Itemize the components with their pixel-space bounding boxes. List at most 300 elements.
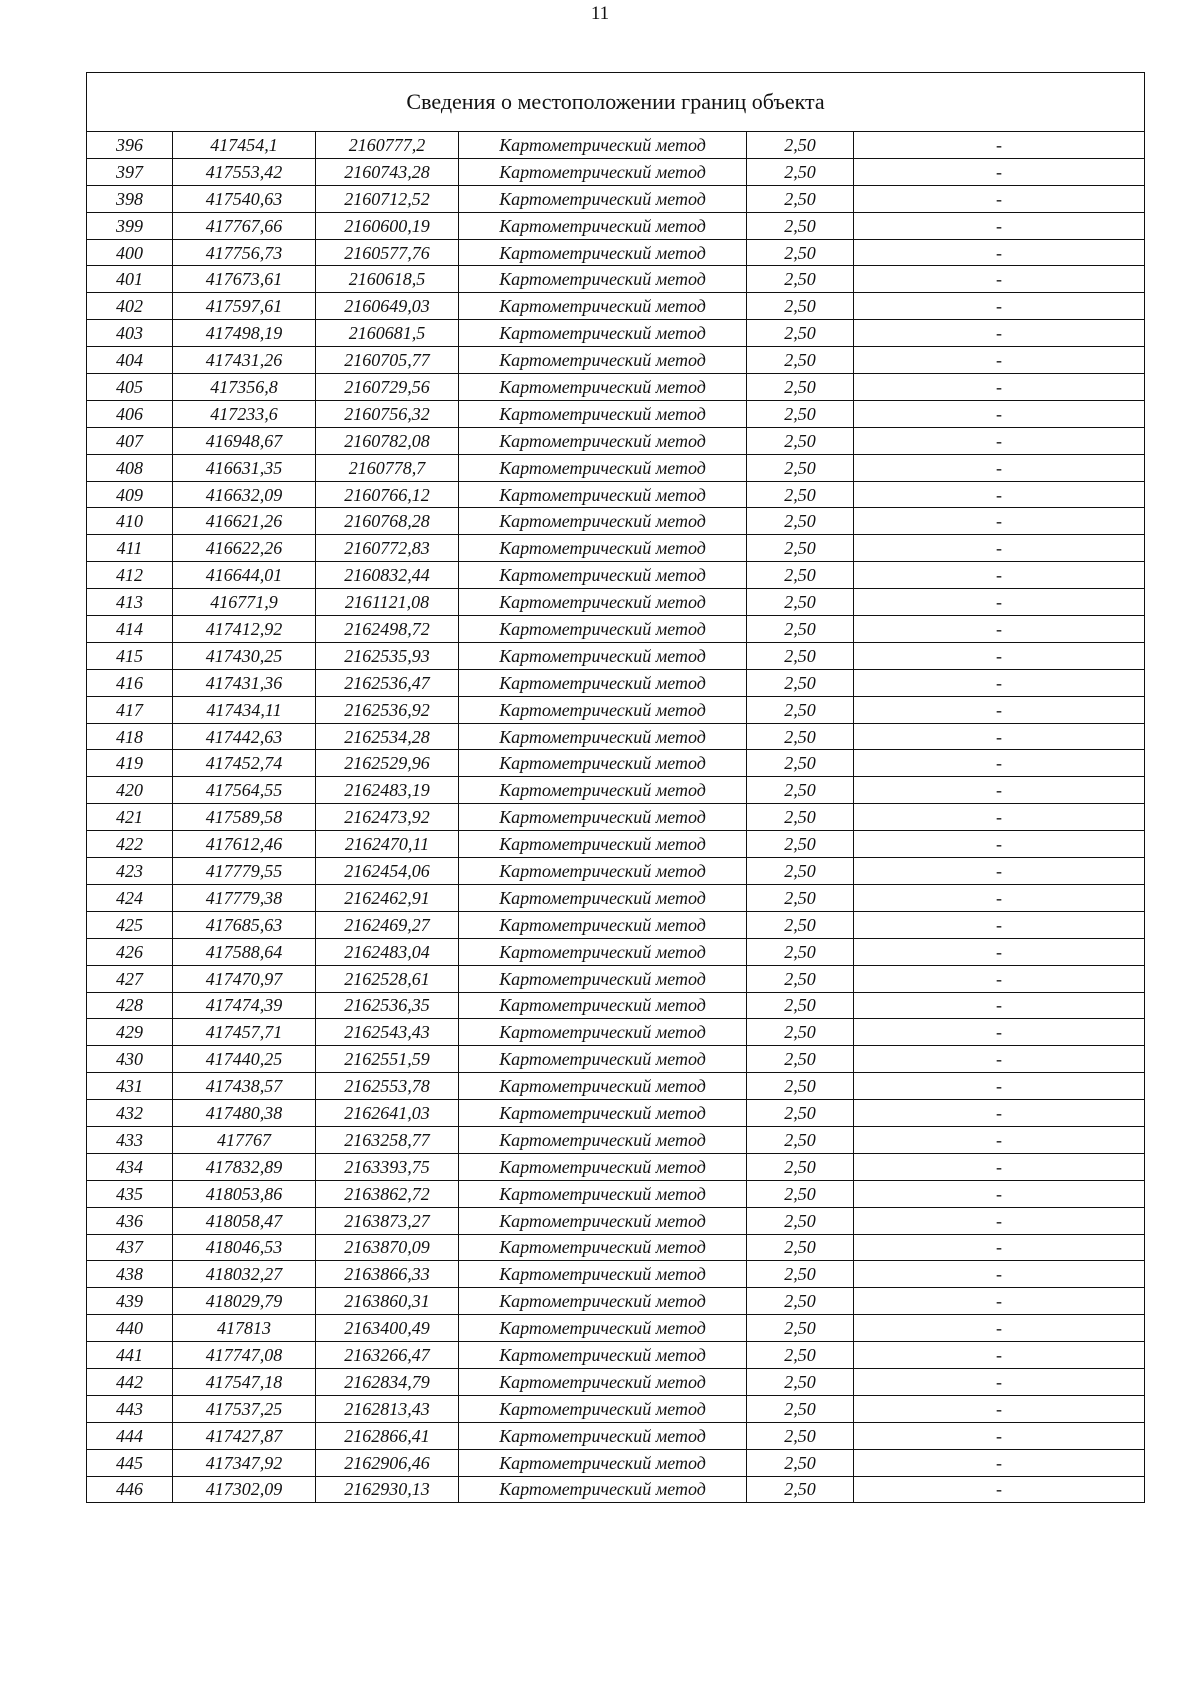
x-coordinate-cell: 417685,63 — [173, 911, 316, 938]
table-row — [87, 320, 1145, 347]
accuracy-cell: 2,50 — [747, 1315, 854, 1342]
y-coordinate-cell: 2163862,72 — [316, 1180, 459, 1207]
note-cell: - — [854, 293, 1145, 320]
table-row — [87, 1100, 1145, 1127]
method-cell: Картометрический метод — [459, 508, 747, 535]
point-number-cell: 407 — [87, 427, 173, 454]
point-number-cell: 402 — [87, 293, 173, 320]
point-number-cell: 399 — [87, 212, 173, 239]
table-row — [87, 723, 1145, 750]
table-body — [87, 132, 1145, 1503]
boundary-table — [86, 72, 1145, 1503]
note-cell: - — [854, 1395, 1145, 1422]
x-coordinate-cell: 417813 — [173, 1315, 316, 1342]
point-number-cell: 420 — [87, 777, 173, 804]
table-row — [87, 1395, 1145, 1422]
y-coordinate-cell: 2160743,28 — [316, 158, 459, 185]
table-row — [87, 992, 1145, 1019]
x-coordinate-cell: 417452,74 — [173, 750, 316, 777]
accuracy-cell: 2,50 — [747, 1449, 854, 1476]
table-row — [87, 1073, 1145, 1100]
method-cell: Картометрический метод — [459, 1342, 747, 1369]
method-cell: Картометрический метод — [459, 1261, 747, 1288]
method-cell: Картометрический метод — [459, 1100, 747, 1127]
table-row — [87, 374, 1145, 401]
point-number-cell: 396 — [87, 132, 173, 159]
table-row — [87, 132, 1145, 159]
y-coordinate-cell: 2162469,27 — [316, 911, 459, 938]
accuracy-cell: 2,50 — [747, 938, 854, 965]
method-cell: Картометрический метод — [459, 1153, 747, 1180]
accuracy-cell: 2,50 — [747, 185, 854, 212]
method-cell: Картометрический метод — [459, 481, 747, 508]
table-row — [87, 750, 1145, 777]
x-coordinate-cell: 418046,53 — [173, 1234, 316, 1261]
point-number-cell: 440 — [87, 1315, 173, 1342]
point-number-cell: 428 — [87, 992, 173, 1019]
note-cell: - — [854, 1449, 1145, 1476]
x-coordinate-cell: 417233,6 — [173, 400, 316, 427]
point-number-cell: 417 — [87, 696, 173, 723]
note-cell: - — [854, 1342, 1145, 1369]
method-cell: Картометрический метод — [459, 320, 747, 347]
table-row — [87, 1153, 1145, 1180]
x-coordinate-cell: 417540,63 — [173, 185, 316, 212]
note-cell: - — [854, 1288, 1145, 1315]
method-cell: Картометрический метод — [459, 374, 747, 401]
note-cell: - — [854, 965, 1145, 992]
accuracy-cell: 2,50 — [747, 508, 854, 535]
method-cell: Картометрический метод — [459, 1073, 747, 1100]
note-cell: - — [854, 1207, 1145, 1234]
accuracy-cell: 2,50 — [747, 481, 854, 508]
method-cell: Картометрический метод — [459, 1234, 747, 1261]
table-row — [87, 454, 1145, 481]
method-cell: Картометрический метод — [459, 992, 747, 1019]
method-cell: Картометрический метод — [459, 400, 747, 427]
accuracy-cell: 2,50 — [747, 777, 854, 804]
y-coordinate-cell: 2160756,32 — [316, 400, 459, 427]
x-coordinate-cell: 417498,19 — [173, 320, 316, 347]
x-coordinate-cell: 418032,27 — [173, 1261, 316, 1288]
point-number-cell: 446 — [87, 1476, 173, 1503]
accuracy-cell: 2,50 — [747, 1100, 854, 1127]
accuracy-cell: 2,50 — [747, 320, 854, 347]
point-number-cell: 401 — [87, 266, 173, 293]
note-cell: - — [854, 911, 1145, 938]
accuracy-cell: 2,50 — [747, 911, 854, 938]
table-row — [87, 1261, 1145, 1288]
y-coordinate-cell: 2162535,93 — [316, 642, 459, 669]
method-cell: Картометрический метод — [459, 669, 747, 696]
accuracy-cell: 2,50 — [747, 374, 854, 401]
y-coordinate-cell: 2160577,76 — [316, 239, 459, 266]
x-coordinate-cell: 417588,64 — [173, 938, 316, 965]
method-cell: Картометрический метод — [459, 858, 747, 885]
accuracy-cell: 2,50 — [747, 293, 854, 320]
point-number-cell: 433 — [87, 1126, 173, 1153]
point-number-cell: 444 — [87, 1422, 173, 1449]
method-cell: Картометрический метод — [459, 642, 747, 669]
y-coordinate-cell: 2162534,28 — [316, 723, 459, 750]
accuracy-cell: 2,50 — [747, 1073, 854, 1100]
note-cell: - — [854, 1019, 1145, 1046]
table-row — [87, 938, 1145, 965]
method-cell: Картометрический метод — [459, 239, 747, 266]
table-row — [87, 347, 1145, 374]
y-coordinate-cell: 2162536,35 — [316, 992, 459, 1019]
accuracy-cell: 2,50 — [747, 884, 854, 911]
x-coordinate-cell: 416631,35 — [173, 454, 316, 481]
y-coordinate-cell: 2163870,09 — [316, 1234, 459, 1261]
note-cell: - — [854, 239, 1145, 266]
note-cell: - — [854, 132, 1145, 159]
point-number-cell: 406 — [87, 400, 173, 427]
x-coordinate-cell: 417412,92 — [173, 616, 316, 643]
table-row — [87, 266, 1145, 293]
point-number-cell: 425 — [87, 911, 173, 938]
point-number-cell: 422 — [87, 831, 173, 858]
table-row — [87, 589, 1145, 616]
note-cell: - — [854, 1476, 1145, 1503]
x-coordinate-cell: 417589,58 — [173, 804, 316, 831]
note-cell: - — [854, 669, 1145, 696]
table-row — [87, 911, 1145, 938]
note-cell: - — [854, 1261, 1145, 1288]
note-cell: - — [854, 696, 1145, 723]
accuracy-cell: 2,50 — [747, 1207, 854, 1234]
y-coordinate-cell: 2162551,59 — [316, 1046, 459, 1073]
y-coordinate-cell: 2162483,19 — [316, 777, 459, 804]
method-cell: Картометрический метод — [459, 212, 747, 239]
accuracy-cell: 2,50 — [747, 1046, 854, 1073]
accuracy-cell: 2,50 — [747, 1395, 854, 1422]
point-number-cell: 426 — [87, 938, 173, 965]
y-coordinate-cell: 2162536,47 — [316, 669, 459, 696]
x-coordinate-cell: 416771,9 — [173, 589, 316, 616]
point-number-cell: 408 — [87, 454, 173, 481]
x-coordinate-cell: 416644,01 — [173, 562, 316, 589]
accuracy-cell: 2,50 — [747, 427, 854, 454]
note-cell: - — [854, 938, 1145, 965]
point-number-cell: 412 — [87, 562, 173, 589]
x-coordinate-cell: 417474,39 — [173, 992, 316, 1019]
x-coordinate-cell: 417442,63 — [173, 723, 316, 750]
x-coordinate-cell: 417438,57 — [173, 1073, 316, 1100]
method-cell: Картометрический метод — [459, 293, 747, 320]
note-cell: - — [854, 562, 1145, 589]
accuracy-cell: 2,50 — [747, 132, 854, 159]
x-coordinate-cell: 417470,97 — [173, 965, 316, 992]
y-coordinate-cell: 2163860,31 — [316, 1288, 459, 1315]
point-number-cell: 439 — [87, 1288, 173, 1315]
y-coordinate-cell: 2163873,27 — [316, 1207, 459, 1234]
x-coordinate-cell: 417302,09 — [173, 1476, 316, 1503]
accuracy-cell: 2,50 — [747, 669, 854, 696]
x-coordinate-cell: 418053,86 — [173, 1180, 316, 1207]
accuracy-cell: 2,50 — [747, 1261, 854, 1288]
y-coordinate-cell: 2160832,44 — [316, 562, 459, 589]
y-coordinate-cell: 2163258,77 — [316, 1126, 459, 1153]
table-row — [87, 508, 1145, 535]
x-coordinate-cell: 417564,55 — [173, 777, 316, 804]
y-coordinate-cell: 2162529,96 — [316, 750, 459, 777]
point-number-cell: 429 — [87, 1019, 173, 1046]
note-cell: - — [854, 1100, 1145, 1127]
point-number-cell: 398 — [87, 185, 173, 212]
x-coordinate-cell: 417427,87 — [173, 1422, 316, 1449]
y-coordinate-cell: 2162553,78 — [316, 1073, 459, 1100]
accuracy-cell: 2,50 — [747, 804, 854, 831]
note-cell: - — [854, 427, 1145, 454]
x-coordinate-cell: 417767 — [173, 1126, 316, 1153]
accuracy-cell: 2,50 — [747, 1422, 854, 1449]
y-coordinate-cell: 2163393,75 — [316, 1153, 459, 1180]
x-coordinate-cell: 418058,47 — [173, 1207, 316, 1234]
method-cell: Картометрический метод — [459, 1288, 747, 1315]
method-cell: Картометрический метод — [459, 132, 747, 159]
method-cell: Картометрический метод — [459, 1126, 747, 1153]
note-cell: - — [854, 481, 1145, 508]
x-coordinate-cell: 417832,89 — [173, 1153, 316, 1180]
table-row — [87, 1234, 1145, 1261]
accuracy-cell: 2,50 — [747, 400, 854, 427]
table-row — [87, 831, 1145, 858]
y-coordinate-cell: 2163266,47 — [316, 1342, 459, 1369]
note-cell: - — [854, 320, 1145, 347]
accuracy-cell: 2,50 — [747, 1342, 854, 1369]
accuracy-cell: 2,50 — [747, 642, 854, 669]
note-cell: - — [854, 723, 1145, 750]
y-coordinate-cell: 2160777,2 — [316, 132, 459, 159]
note-cell: - — [854, 400, 1145, 427]
note-cell: - — [854, 1368, 1145, 1395]
x-coordinate-cell: 417434,11 — [173, 696, 316, 723]
method-cell: Картометрический метод — [459, 723, 747, 750]
y-coordinate-cell: 2162930,13 — [316, 1476, 459, 1503]
accuracy-cell: 2,50 — [747, 454, 854, 481]
table-row — [87, 965, 1145, 992]
table-row — [87, 858, 1145, 885]
table-row — [87, 1315, 1145, 1342]
table-row — [87, 1046, 1145, 1073]
table-row — [87, 1476, 1145, 1503]
y-coordinate-cell: 2162813,43 — [316, 1395, 459, 1422]
table-title: Сведения о местоположении границ объекта — [87, 73, 1145, 132]
x-coordinate-cell: 417431,26 — [173, 347, 316, 374]
table-row — [87, 1126, 1145, 1153]
y-coordinate-cell: 2161121,08 — [316, 589, 459, 616]
method-cell: Картометрический метод — [459, 750, 747, 777]
note-cell: - — [854, 185, 1145, 212]
note-cell: - — [854, 266, 1145, 293]
point-number-cell: 403 — [87, 320, 173, 347]
y-coordinate-cell: 2162866,41 — [316, 1422, 459, 1449]
note-cell: - — [854, 212, 1145, 239]
point-number-cell: 418 — [87, 723, 173, 750]
note-cell: - — [854, 777, 1145, 804]
point-number-cell: 415 — [87, 642, 173, 669]
x-coordinate-cell: 417747,08 — [173, 1342, 316, 1369]
accuracy-cell: 2,50 — [747, 965, 854, 992]
y-coordinate-cell: 2160705,77 — [316, 347, 459, 374]
method-cell: Картометрический метод — [459, 589, 747, 616]
note-cell: - — [854, 347, 1145, 374]
y-coordinate-cell: 2162454,06 — [316, 858, 459, 885]
y-coordinate-cell: 2160712,52 — [316, 185, 459, 212]
note-cell: - — [854, 1180, 1145, 1207]
point-number-cell: 437 — [87, 1234, 173, 1261]
method-cell: Картометрический метод — [459, 884, 747, 911]
accuracy-cell: 2,50 — [747, 589, 854, 616]
accuracy-cell: 2,50 — [747, 562, 854, 589]
accuracy-cell: 2,50 — [747, 1476, 854, 1503]
note-cell: - — [854, 1234, 1145, 1261]
y-coordinate-cell: 2162834,79 — [316, 1368, 459, 1395]
x-coordinate-cell: 417597,61 — [173, 293, 316, 320]
x-coordinate-cell: 417612,46 — [173, 831, 316, 858]
table-row — [87, 616, 1145, 643]
y-coordinate-cell: 2162543,43 — [316, 1019, 459, 1046]
method-cell: Картометрический метод — [459, 454, 747, 481]
point-number-cell: 436 — [87, 1207, 173, 1234]
y-coordinate-cell: 2160600,19 — [316, 212, 459, 239]
table-header-row — [87, 73, 1145, 132]
x-coordinate-cell: 417779,55 — [173, 858, 316, 885]
point-number-cell: 421 — [87, 804, 173, 831]
method-cell: Картометрический метод — [459, 804, 747, 831]
accuracy-cell: 2,50 — [747, 723, 854, 750]
accuracy-cell: 2,50 — [747, 266, 854, 293]
point-number-cell: 409 — [87, 481, 173, 508]
accuracy-cell: 2,50 — [747, 347, 854, 374]
x-coordinate-cell: 416948,67 — [173, 427, 316, 454]
method-cell: Картометрический метод — [459, 1019, 747, 1046]
note-cell: - — [854, 1315, 1145, 1342]
y-coordinate-cell: 2162498,72 — [316, 616, 459, 643]
note-cell: - — [854, 158, 1145, 185]
accuracy-cell: 2,50 — [747, 239, 854, 266]
x-coordinate-cell: 417553,42 — [173, 158, 316, 185]
accuracy-cell: 2,50 — [747, 992, 854, 1019]
note-cell: - — [854, 804, 1145, 831]
point-number-cell: 416 — [87, 669, 173, 696]
x-coordinate-cell: 416622,26 — [173, 535, 316, 562]
method-cell: Картометрический метод — [459, 1476, 747, 1503]
method-cell: Картометрический метод — [459, 911, 747, 938]
table-row — [87, 158, 1145, 185]
method-cell: Картометрический метод — [459, 347, 747, 374]
table-row — [87, 212, 1145, 239]
table-row — [87, 1449, 1145, 1476]
table-row — [87, 804, 1145, 831]
x-coordinate-cell: 417480,38 — [173, 1100, 316, 1127]
table-row — [87, 1207, 1145, 1234]
table-row — [87, 696, 1145, 723]
table-row — [87, 185, 1145, 212]
y-coordinate-cell: 2160778,7 — [316, 454, 459, 481]
method-cell: Картометрический метод — [459, 938, 747, 965]
method-cell: Картометрический метод — [459, 696, 747, 723]
point-number-cell: 424 — [87, 884, 173, 911]
table-row — [87, 777, 1145, 804]
method-cell: Картометрический метод — [459, 535, 747, 562]
note-cell: - — [854, 992, 1145, 1019]
table-row — [87, 669, 1145, 696]
accuracy-cell: 2,50 — [747, 1234, 854, 1261]
method-cell: Картометрический метод — [459, 616, 747, 643]
method-cell: Картометрический метод — [459, 1180, 747, 1207]
point-number-cell: 397 — [87, 158, 173, 185]
x-coordinate-cell: 417457,71 — [173, 1019, 316, 1046]
method-cell: Картометрический метод — [459, 266, 747, 293]
method-cell: Картометрический метод — [459, 185, 747, 212]
method-cell: Картометрический метод — [459, 158, 747, 185]
method-cell: Картометрический метод — [459, 1315, 747, 1342]
point-number-cell: 411 — [87, 535, 173, 562]
accuracy-cell: 2,50 — [747, 1368, 854, 1395]
y-coordinate-cell: 2162473,92 — [316, 804, 459, 831]
x-coordinate-cell: 417454,1 — [173, 132, 316, 159]
x-coordinate-cell: 417430,25 — [173, 642, 316, 669]
table-row — [87, 642, 1145, 669]
x-coordinate-cell: 418029,79 — [173, 1288, 316, 1315]
table-row — [87, 427, 1145, 454]
note-cell: - — [854, 1126, 1145, 1153]
accuracy-cell: 2,50 — [747, 1126, 854, 1153]
note-cell: - — [854, 858, 1145, 885]
point-number-cell: 414 — [87, 616, 173, 643]
y-coordinate-cell: 2162536,92 — [316, 696, 459, 723]
note-cell: - — [854, 616, 1145, 643]
y-coordinate-cell: 2160618,5 — [316, 266, 459, 293]
table-row — [87, 535, 1145, 562]
note-cell: - — [854, 1422, 1145, 1449]
method-cell: Картометрический метод — [459, 777, 747, 804]
table-row — [87, 1422, 1145, 1449]
method-cell: Картометрический метод — [459, 1422, 747, 1449]
note-cell: - — [854, 508, 1145, 535]
point-number-cell: 413 — [87, 589, 173, 616]
y-coordinate-cell: 2162483,04 — [316, 938, 459, 965]
point-number-cell: 400 — [87, 239, 173, 266]
point-number-cell: 430 — [87, 1046, 173, 1073]
y-coordinate-cell: 2160782,08 — [316, 427, 459, 454]
accuracy-cell: 2,50 — [747, 158, 854, 185]
point-number-cell: 443 — [87, 1395, 173, 1422]
x-coordinate-cell: 417537,25 — [173, 1395, 316, 1422]
method-cell: Картометрический метод — [459, 427, 747, 454]
note-cell: - — [854, 750, 1145, 777]
table-row — [87, 239, 1145, 266]
table-row — [87, 884, 1145, 911]
table-row — [87, 1019, 1145, 1046]
point-number-cell: 431 — [87, 1073, 173, 1100]
point-number-cell: 423 — [87, 858, 173, 885]
table-row — [87, 400, 1145, 427]
point-number-cell: 410 — [87, 508, 173, 535]
accuracy-cell: 2,50 — [747, 750, 854, 777]
y-coordinate-cell: 2162462,91 — [316, 884, 459, 911]
x-coordinate-cell: 417356,8 — [173, 374, 316, 401]
accuracy-cell: 2,50 — [747, 616, 854, 643]
accuracy-cell: 2,50 — [747, 696, 854, 723]
method-cell: Картометрический метод — [459, 965, 747, 992]
x-coordinate-cell: 417347,92 — [173, 1449, 316, 1476]
accuracy-cell: 2,50 — [747, 1288, 854, 1315]
table-row — [87, 1368, 1145, 1395]
point-number-cell: 419 — [87, 750, 173, 777]
